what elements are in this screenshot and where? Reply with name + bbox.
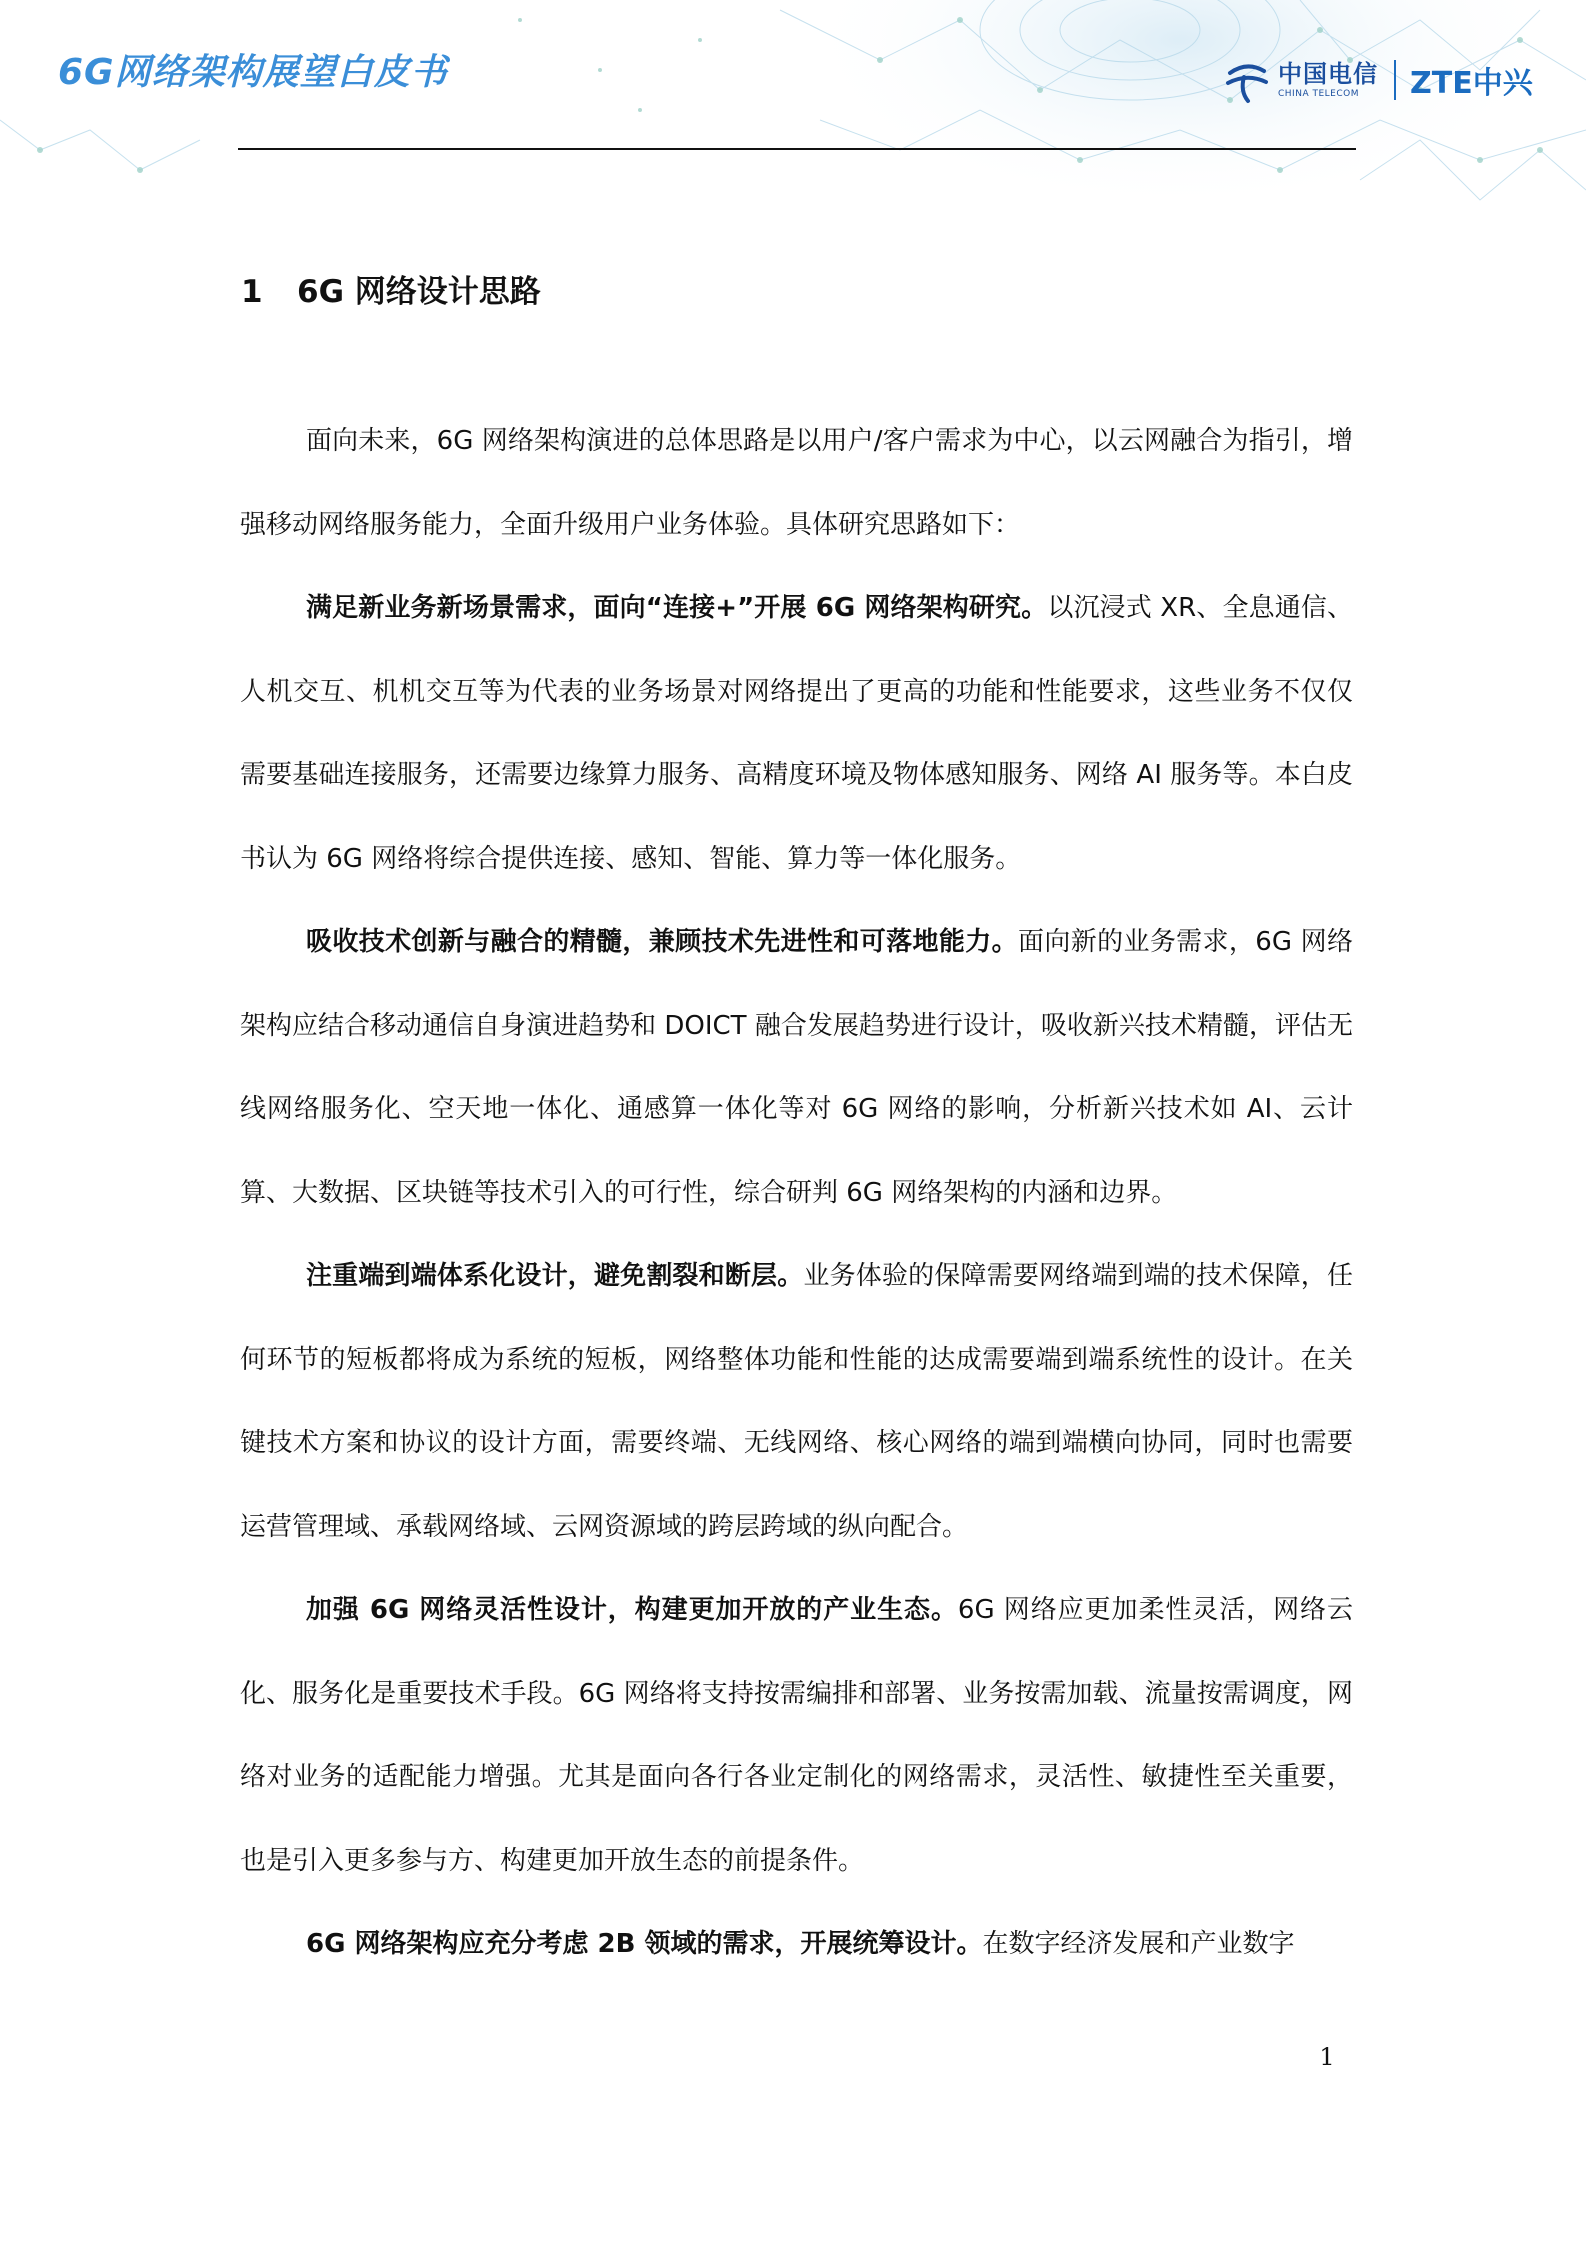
paragraph-text: 业务体验的保障需要网络端到端的技术保障，任何环节的短板都将成为系统的短板，网络整体功能和性能的达成需要端到端系统性的设计。在关键技术方案和协议的设计方面，需要终端、无线网络、核心网络的端到端横向协同，同时也需要运营管理域、承载网络域、云网资源域的跨层跨域的纵向配合。 [240, 1261, 1353, 1542]
header-logos [1222, 50, 1533, 110]
zte-logo: ZTE中兴 [1410, 66, 1533, 101]
document-title: 6G网络架构展望白皮书 [58, 52, 448, 93]
paragraph-text: 以沉浸式 XR、全息通信、人机交互、机机交互等为代表的业务场景对网络提出了更高的功能和性能要求，这些业务不仅仅需要基础连接服务，还需要边缘算力服务、高精度环境及物体感知服务、网络 AI 服务等。本白皮书认为 6G 网络将综合提供连接、感知、智能、算力等一体化服务。 [240, 593, 1353, 874]
paragraph-lead: 注重端到端体系化设计，避免割裂和断层。 [306, 1261, 804, 1291]
paragraph-lead: 吸收技术创新与融合的精髓，兼顾技术先进性和可落地能力。 [306, 927, 1018, 957]
paragraph-text: 面向新的业务需求，6G 网络架构应结合移动通信自身演进趋势和 DOICT 融合发展趋势进行设计，吸收新兴技术精髓，评估无线网络服务化、空天地一体化、通感算一体化等对 6G 网络的影响，分析新兴技术如 AI、云计算、大数据、区块链等技术引入的可行性，综合研判 6G 网络架构的内涵和边界。 [240, 927, 1353, 1208]
paragraph-text: 在数字经济发展和产业数字 [982, 1929, 1295, 1959]
logo-divider [1394, 60, 1396, 100]
page-number: 1 [1319, 2043, 1335, 2071]
section-number: 1 [241, 274, 263, 310]
section-title: 6G 网络设计思路 [297, 274, 541, 310]
china-telecom-logo-icon [1222, 55, 1272, 105]
paragraph [240, 567, 1353, 901]
paragraph [240, 1569, 1353, 1903]
header-rule [238, 148, 1356, 150]
section-heading [241, 266, 541, 311]
paragraph-lead: 满足新业务新场景需求，面向“连接+”开展 6G 网络架构研究。 [306, 593, 1048, 623]
body-text [240, 400, 1353, 1987]
paragraph [240, 901, 1353, 1235]
paragraph [240, 1235, 1353, 1569]
paragraph-text: 6G 网络应更加柔性灵活，网络云化、服务化是重要技术手段。6G 网络将支持按需编排和部署、业务按需加载、流量按需调度，网络对业务的适配能力增强。尤其是面向各行各业定制化的网络需求，灵活性、敏捷性至关重要，也是引入更多参与方、构建更加开放生态的前提条件。 [240, 1595, 1353, 1876]
paragraph-text: 面向未来，6G 网络架构演进的总体思路是以用户/客户需求为中心，以云网融合为指引，增强移动网络服务能力，全面升级用户业务体验。具体研究思路如下： [240, 426, 1353, 540]
china-telecom-name-cn: 中国电信 [1278, 59, 1378, 88]
paragraph-lead: 加强 6G 网络灵活性设计，构建更加开放的产业生态。 [306, 1595, 958, 1625]
paragraph [240, 400, 1353, 567]
paragraph [240, 1903, 1353, 1987]
china-telecom-name-en: CHINA TELECOM [1278, 88, 1359, 99]
china-telecom-logo-text [1278, 59, 1378, 99]
paragraph-lead: 6G 网络架构应充分考虑 2B 领域的需求，开展统筹设计。 [306, 1929, 983, 1959]
